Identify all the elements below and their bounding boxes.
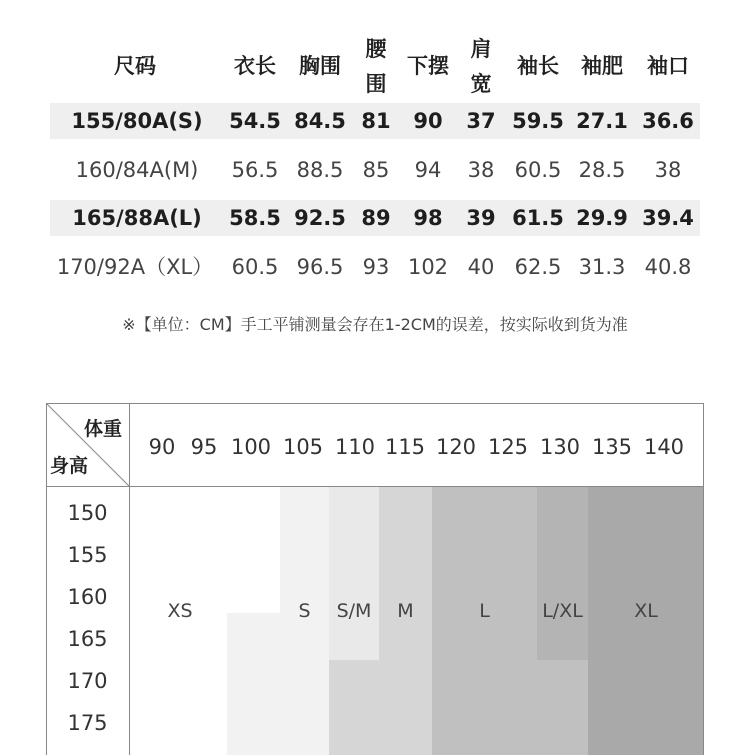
weight-label: 95 — [190, 435, 218, 459]
weight-label: 130 — [539, 435, 581, 459]
value-cell: 98 — [413, 206, 443, 230]
weight-label: 125 — [487, 435, 529, 459]
right-border — [703, 403, 704, 755]
size-label-xs: XS — [167, 600, 193, 622]
size-cell: 160/84A(M) — [75, 158, 199, 182]
value-cell: 27.1 — [576, 109, 628, 133]
zone-sm-upper — [329, 487, 379, 660]
table-row — [50, 249, 700, 285]
value-cell: 93 — [362, 255, 390, 279]
weight-label: 140 — [643, 435, 685, 459]
value-cell: 102 — [407, 255, 449, 279]
header-length-label: 衣长 — [234, 54, 276, 78]
zone-m-lower — [329, 660, 379, 755]
header-length — [226, 30, 284, 102]
header-waist — [356, 30, 396, 102]
header-chest-label: 胸围 — [299, 54, 341, 78]
size-label-s: S — [298, 600, 311, 622]
value-cell: 38 — [654, 158, 682, 182]
height-label: 150 — [67, 501, 108, 525]
value-cell: 39 — [466, 206, 496, 230]
value-cell: 92.5 — [294, 206, 346, 230]
value-cell: 84.5 — [294, 109, 346, 133]
value-cell: 61.5 — [512, 206, 564, 230]
height-label: 155 — [67, 543, 108, 567]
header-waist-label-1: 腰 — [365, 37, 387, 61]
height-label: 175 — [67, 711, 108, 735]
value-cell: 90 — [413, 109, 443, 133]
header-sleeve-width-label: 袖肥 — [581, 54, 623, 78]
weight-label: 110 — [334, 435, 376, 459]
size-recommendation-chart — [46, 403, 704, 755]
value-cell: 40.8 — [644, 255, 692, 279]
size-cell: 170/92A（XL） — [56, 255, 214, 279]
size-label-m: M — [397, 600, 414, 622]
measurement-note: ※【单位：CM】手工平铺测量会存在1-2CM的误差，按实际收到货为准 — [122, 315, 628, 334]
size-cell: 155/80A(S) — [71, 109, 203, 133]
value-cell: 39.4 — [642, 206, 694, 230]
zone-l-lower — [537, 660, 588, 755]
value-cell: 58.5 — [229, 206, 281, 230]
header-shoulder — [462, 30, 500, 102]
header-shoulder-label-2: 宽 — [470, 72, 492, 96]
value-cell: 89 — [361, 206, 391, 230]
height-label: 165 — [67, 627, 108, 651]
header-size-label: 尺码 — [114, 54, 156, 78]
value-cell: 31.3 — [578, 255, 626, 279]
header-cuff-label: 袖口 — [647, 54, 689, 78]
value-cell: 59.5 — [512, 109, 564, 133]
height-label: 160 — [67, 585, 108, 609]
table-row — [50, 200, 700, 236]
value-cell: 56.5 — [231, 158, 279, 182]
header-size — [80, 30, 190, 102]
top-border — [46, 403, 704, 404]
value-cell: 60.5 — [514, 158, 562, 182]
weight-label: 135 — [591, 435, 633, 459]
zone-lxl-upper — [537, 487, 588, 660]
header-divider — [46, 486, 704, 487]
header-sleeve-length-label: 袖长 — [517, 54, 559, 78]
size-cell: 165/88A(L) — [72, 206, 202, 230]
header-sleeve-length — [508, 30, 568, 102]
zone-s-lower — [227, 613, 280, 755]
value-cell: 96.5 — [296, 255, 344, 279]
size-label-xl: XL — [634, 600, 658, 622]
weight-label: 120 — [435, 435, 477, 459]
header-sleeve-width — [572, 30, 632, 102]
value-cell: 38 — [467, 158, 495, 182]
corner-weight-label: 体重 — [84, 418, 123, 440]
value-cell: 37 — [466, 109, 496, 133]
weight-label: 115 — [384, 435, 426, 459]
size-label-sm: S/M — [336, 600, 372, 622]
value-cell: 28.5 — [578, 158, 626, 182]
value-cell: 60.5 — [231, 255, 279, 279]
value-cell: 29.9 — [576, 206, 628, 230]
header-shoulder-label-1: 肩 — [470, 37, 492, 61]
table-row — [50, 152, 700, 188]
size-label-l: L — [479, 600, 490, 622]
header-hem — [400, 30, 456, 102]
value-cell: 88.5 — [296, 158, 344, 182]
value-cell: 36.6 — [642, 109, 694, 133]
table-row — [50, 103, 700, 139]
weight-label: 100 — [230, 435, 272, 459]
header-hem-label: 下摆 — [407, 54, 449, 78]
size-measurement-table — [50, 30, 700, 294]
size-label-lxl: L/XL — [542, 600, 583, 622]
value-cell: 85 — [362, 158, 390, 182]
corner-height-label: 身高 — [50, 455, 89, 477]
value-cell: 54.5 — [229, 109, 281, 133]
header-waist-label-2: 围 — [365, 72, 387, 96]
header-chest — [290, 30, 350, 102]
weight-label: 90 — [148, 435, 176, 459]
height-label: 170 — [67, 669, 108, 693]
weight-label: 105 — [282, 435, 324, 459]
value-cell: 40 — [467, 255, 495, 279]
header-cuff — [638, 30, 698, 102]
value-cell: 81 — [361, 109, 391, 133]
value-cell: 62.5 — [514, 255, 562, 279]
value-cell: 94 — [414, 158, 442, 182]
